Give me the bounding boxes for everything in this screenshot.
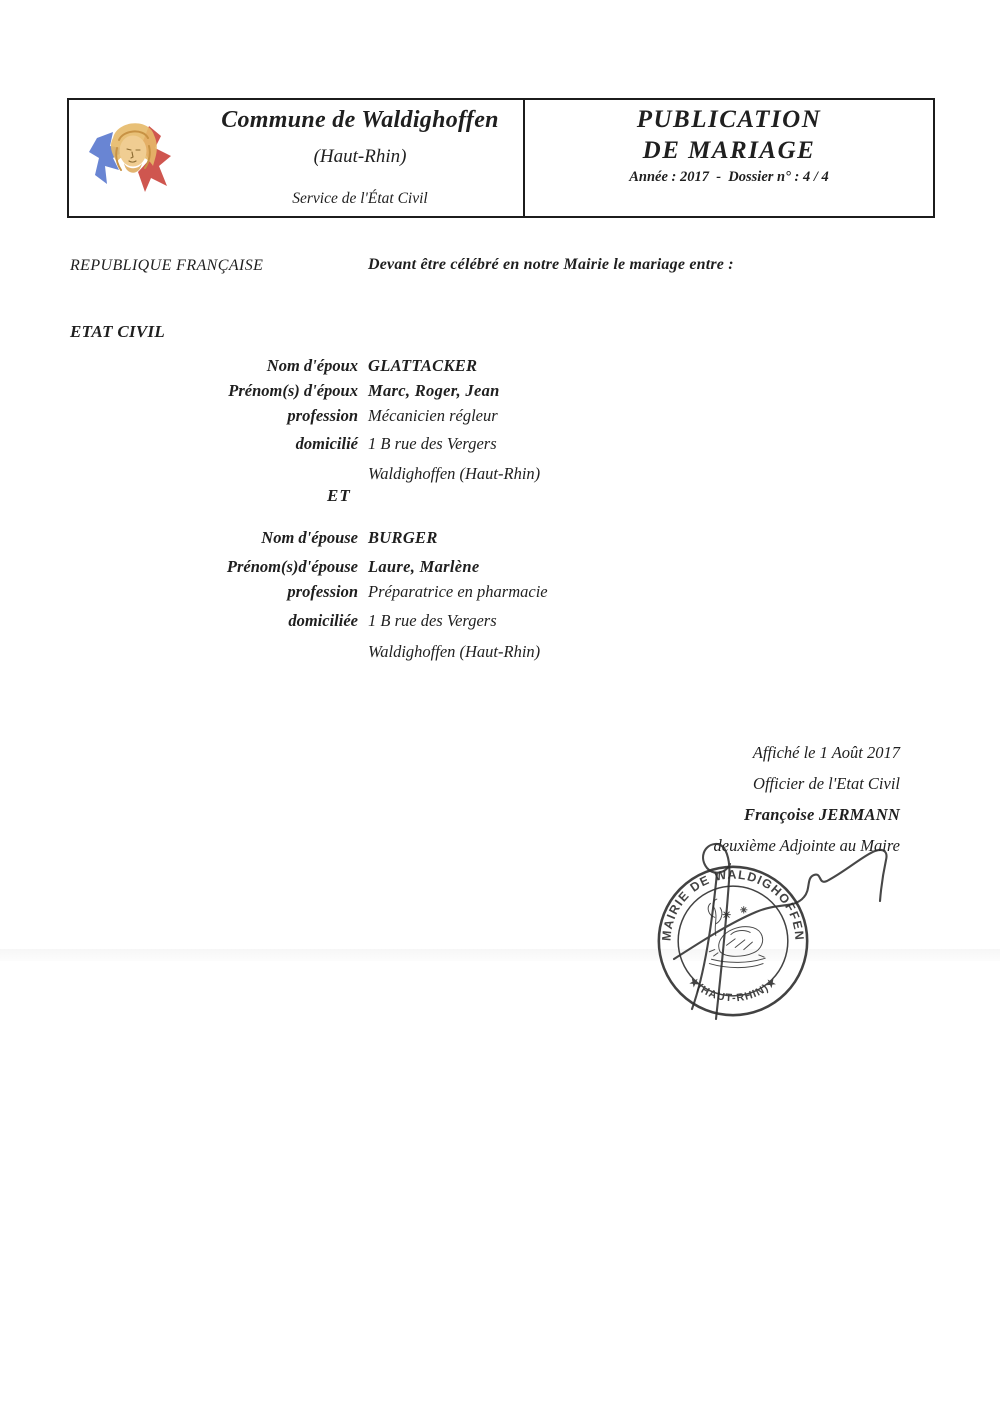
field-label: profession [287, 406, 358, 425]
officer-name: Françoise JERMANN [743, 805, 900, 824]
officer-function-line: deuxième Adjointe au Maire [713, 836, 900, 855]
commune-logo [69, 100, 197, 216]
et-separator: ET [327, 486, 351, 505]
document-title-line2: DE MARIAGE [642, 137, 816, 164]
celebration-statement: Devant être célébré en notre Mairie le mariage entre : [368, 256, 734, 273]
handwritten-signature-icon [622, 823, 922, 1038]
field-row-bride-name [0, 528, 1000, 552]
dossier-line: Année : 2017 - Dossier n° : 4 / 4 [629, 169, 829, 185]
stamp-top-text: MAIRIE DE WALDIGHOFFEN [659, 867, 807, 942]
field-row-groom-profession [0, 406, 1000, 430]
header-commune-text [197, 100, 523, 216]
field-label: Nom d'époux [266, 356, 358, 375]
field-row-groom-city [0, 464, 1000, 488]
field-row-bride-firstnames [0, 557, 1000, 581]
field-value: 1 B rue des Vergers [368, 611, 497, 630]
field-value: Préparatrice en pharmacie [368, 582, 548, 601]
field-row-groom-address [0, 434, 1000, 458]
field-value: Marc, Roger, Jean [368, 381, 500, 400]
field-value: Mécanicien régleur [368, 406, 498, 425]
header-box [67, 98, 935, 218]
field-label: domicilié [295, 434, 358, 453]
header-title-cell [525, 100, 933, 216]
field-value: Laure, Marlène [368, 557, 480, 576]
field-value: 1 B rue des Vergers [368, 434, 497, 453]
field-row-bride-profession [0, 582, 1000, 606]
header-commune-cell [69, 100, 525, 216]
field-row-groom-name [0, 356, 1000, 380]
field-label: domiciliée [288, 611, 358, 630]
field-value: Waldighoffen (Haut-Rhin) [368, 642, 541, 661]
stamp-bottom-text: ★(HAUT-RHIN)★ [686, 975, 780, 1005]
commune-name: Commune de Waldighoffen [221, 107, 499, 133]
service-line: Service de l'État Civil [292, 190, 428, 207]
field-row-bride-city [0, 642, 1000, 666]
marianne-tricolor-logo-icon [83, 108, 183, 208]
field-row-bride-address [0, 611, 1000, 635]
posting-date-line: Affiché le 1 Août 2017 [752, 743, 900, 762]
field-value: Waldighoffen (Haut-Rhin) [368, 464, 541, 483]
etat-civil-heading: ETAT CIVIL [70, 322, 166, 341]
field-label: Prénom(s) d'époux [228, 381, 358, 400]
officer-title-line: Officier de l'Etat Civil [753, 774, 900, 793]
republique-francaise-label: REPUBLIQUE FRANÇAISE [70, 257, 264, 274]
field-label: Nom d'épouse [261, 528, 358, 547]
field-row-groom-firstnames [0, 381, 1000, 405]
field-label: profession [287, 582, 358, 601]
field-label: Prénom(s)d'épouse [226, 557, 358, 576]
field-value: GLATTACKER [368, 356, 478, 375]
document-title-line1: PUBLICATION [636, 106, 822, 133]
field-value: BURGER [368, 528, 438, 547]
departement-name: (Haut-Rhin) [313, 146, 407, 167]
